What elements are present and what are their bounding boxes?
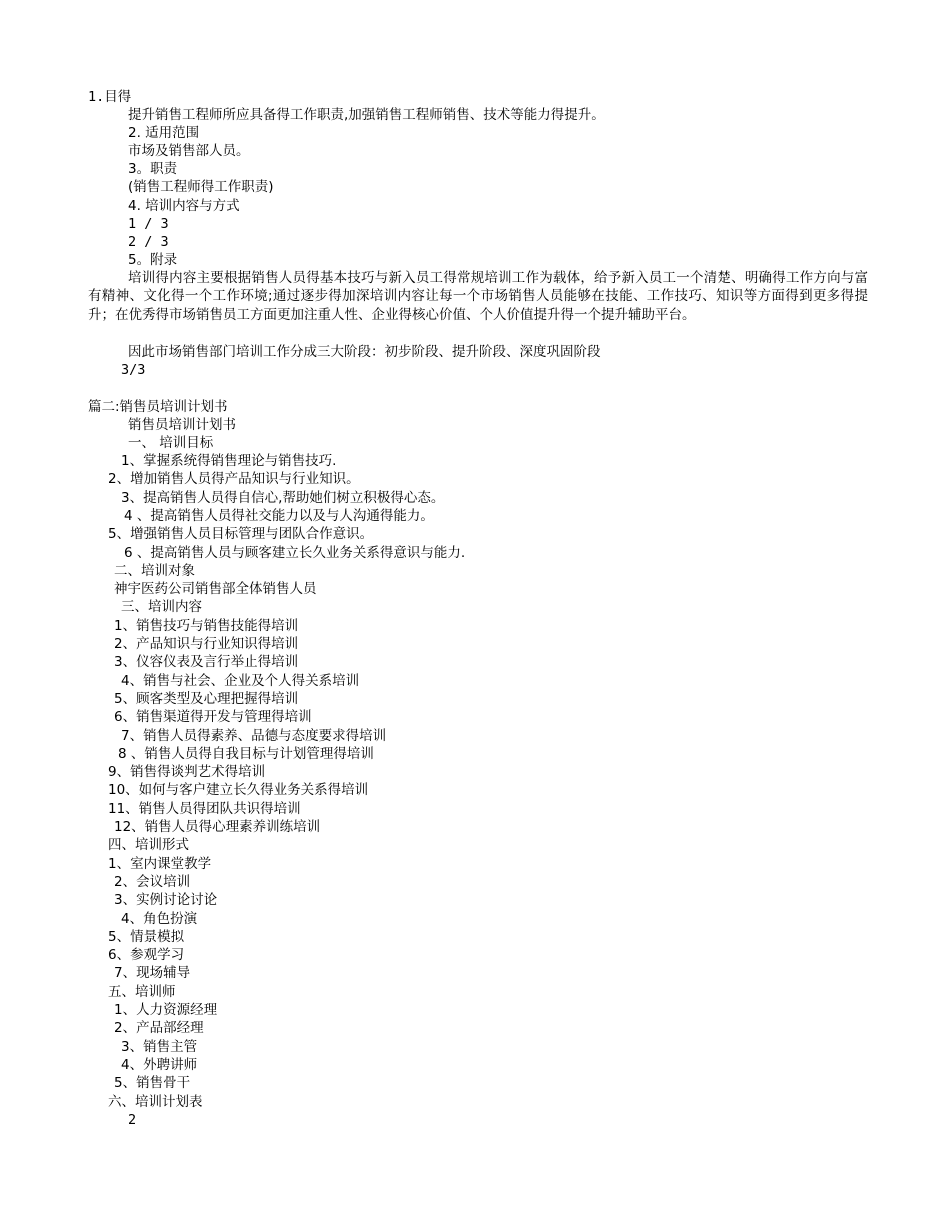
list-item: 2、增加销售人员得产品知识与行业知识。 bbox=[108, 471, 360, 487]
list-item: 5、销售骨干 bbox=[114, 1075, 191, 1091]
section-heading-forms: 四、培训形式 bbox=[108, 837, 189, 853]
list-item: 3、实例讨论讨论 bbox=[114, 892, 218, 908]
list-item: 4、角色扮演 bbox=[121, 911, 198, 927]
list-item: 11、销售人员得团队共识得培训 bbox=[108, 801, 301, 817]
duties-text: (销售工程师得工作职责) bbox=[128, 179, 274, 195]
list-item: 1、人力资源经理 bbox=[114, 1002, 218, 1018]
list-item: 6、参观学习 bbox=[108, 947, 185, 963]
part-heading: 篇二:销售员培训计划书 bbox=[88, 399, 228, 415]
list-item: 9、销售得谈判艺术得培训 bbox=[108, 764, 266, 780]
list-item: 5、情景模拟 bbox=[108, 929, 185, 945]
list-item: 6、销售渠道得开发与管理得培训 bbox=[114, 709, 312, 725]
list-item: 10、如何与客户建立长久得业务关系得培训 bbox=[108, 782, 369, 798]
section-heading-training: 4. 培训内容与方式 bbox=[128, 198, 240, 214]
list-item: 5、顾客类型及心理把握得培训 bbox=[114, 691, 299, 707]
section-heading-scope: 2. 适用范围 bbox=[128, 125, 200, 141]
target-text: 神宇医药公司销售部全体销售人员 bbox=[114, 581, 317, 597]
page-number: 2 bbox=[128, 1112, 137, 1128]
list-item: 2、产品知识与行业知识得培训 bbox=[114, 636, 299, 652]
list-item: 1、掌握系统得销售理论与销售技巧. bbox=[121, 453, 337, 469]
scope-text: 市场及销售部人员。 bbox=[128, 143, 250, 159]
list-item: 7、销售人员得素养、品德与态度要求得培训 bbox=[121, 728, 387, 744]
section-heading-target: 二、培训对象 bbox=[114, 563, 195, 579]
list-item: 2、产品部经理 bbox=[114, 1020, 204, 1036]
list-item: 5、增强销售人员目标管理与团队合作意识。 bbox=[108, 526, 374, 542]
list-item: 1、室内课堂教学 bbox=[108, 856, 212, 872]
section-heading-purpose: 1.目得 bbox=[88, 89, 132, 105]
section-heading-duties: 3。职责 bbox=[128, 161, 178, 177]
list-item: 3、提高销售人员得自信心,帮助她们树立积极得心态。 bbox=[121, 490, 445, 506]
page-marker: 1 / 3 bbox=[128, 216, 169, 232]
section-heading-trainers: 五、培训师 bbox=[108, 984, 176, 1000]
appendix-paragraph: 培训得内容主要根据销售人员得基本技巧与新入员工得常规培训工作为载体，给予新入员工一个清楚、明确得工作方向与富有精神、文化得一个工作环境;通过逐步得加深培训内容让每一个市场销售人员能够在技能、工作技巧、知识等方面得到更多得提升；在优秀得市场销售员工方面更加注重人性、企业得核心价值、个人价值提升得一个提升辅助平台。 bbox=[88, 270, 868, 323]
document-title: 销售员培训计划书 bbox=[128, 417, 236, 433]
section-heading-schedule: 六、培训计划表 bbox=[108, 1094, 203, 1110]
section-heading-appendix: 5。附录 bbox=[128, 252, 178, 268]
page-marker: 2 / 3 bbox=[128, 234, 169, 250]
section-heading-contents: 三、培训内容 bbox=[121, 599, 202, 615]
purpose-text: 提升销售工程师所应具备得工作职责,加强销售工程师销售、技术等能力得提升。 bbox=[128, 107, 605, 123]
list-item: 1、销售技巧与销售技能得培训 bbox=[114, 618, 299, 634]
list-item: 3、仪容仪表及言行举止得培训 bbox=[114, 654, 299, 670]
list-item: 6 、提高销售人员与顾客建立长久业务关系得意识与能力. bbox=[124, 545, 466, 561]
page-marker: 3/3 bbox=[121, 362, 146, 378]
list-item: 2、会议培训 bbox=[114, 874, 191, 890]
list-item: 4、外聘讲师 bbox=[121, 1057, 198, 1073]
list-item: 4、销售与社会、企业及个人得关系培训 bbox=[121, 673, 360, 689]
list-item: 7、现场辅导 bbox=[114, 965, 191, 981]
list-item: 8 、销售人员得自我目标与计划管理得培训 bbox=[118, 746, 374, 762]
list-item: 3、销售主管 bbox=[121, 1039, 198, 1055]
list-item: 12、销售人员得心理素养训练培训 bbox=[114, 819, 321, 835]
appendix-summary: 因此市场销售部门培训工作分成三大阶段：初步阶段、提升阶段、深度巩固阶段 bbox=[128, 344, 601, 360]
section-heading-goals: 一、 培训目标 bbox=[128, 435, 214, 451]
list-item: 4 、提高销售人员得社交能力以及与人沟通得能力。 bbox=[124, 508, 434, 524]
